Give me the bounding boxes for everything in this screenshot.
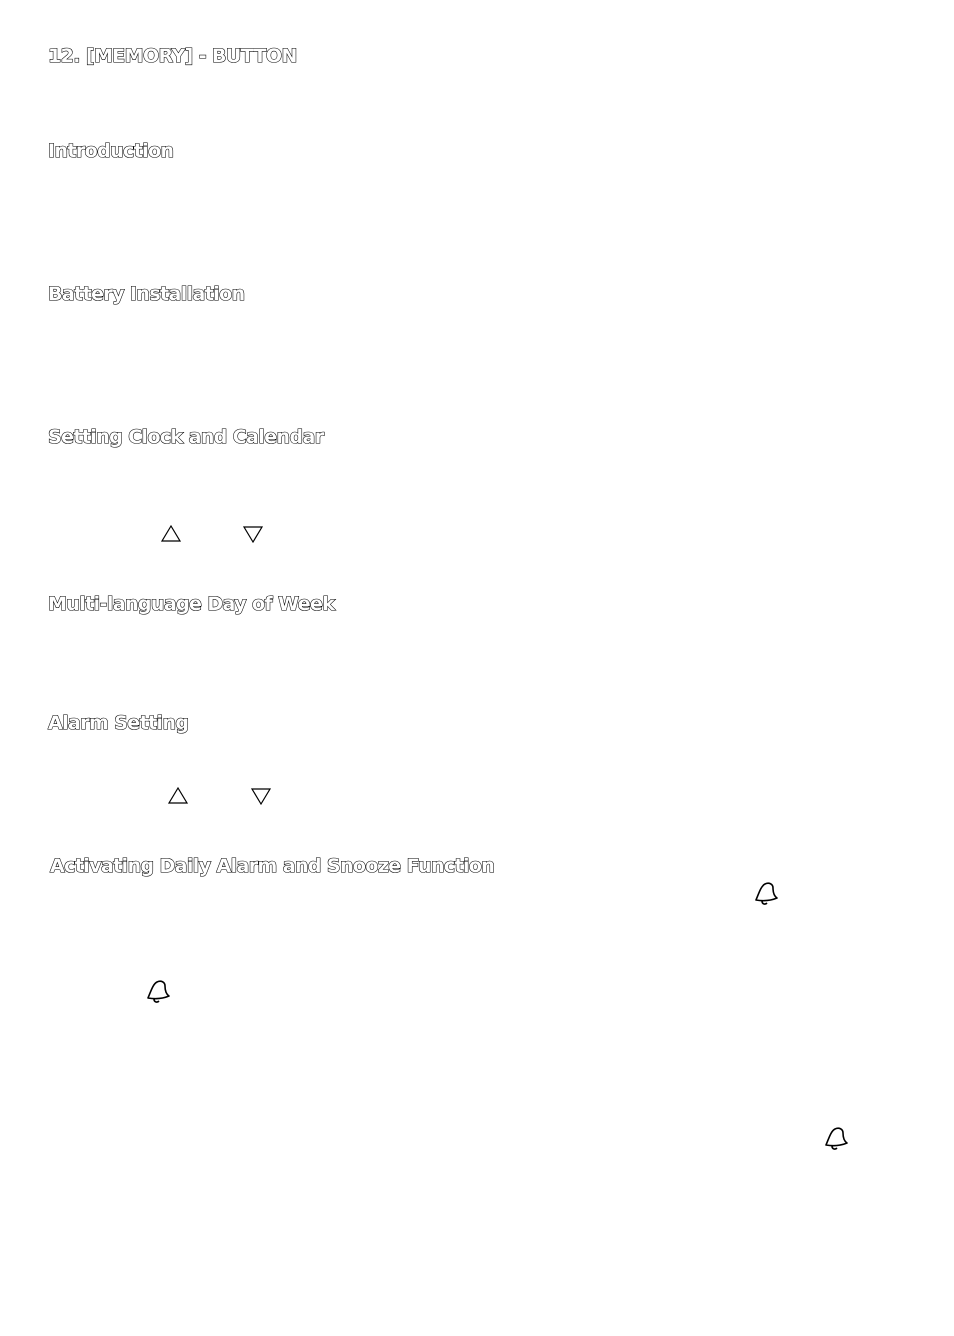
section-heading-introduction: Introduction xyxy=(48,140,174,162)
up-triangle-icon xyxy=(160,523,182,545)
section-heading-multi-language: Multi-language Day of Week xyxy=(48,593,335,615)
alarm-bell-icon xyxy=(144,977,172,1005)
down-triangle-icon xyxy=(242,523,264,545)
section-heading-setting-clock: Setting Clock and Calendar xyxy=(48,426,324,448)
section-heading-battery-installation: Battery Installation xyxy=(48,283,245,305)
alarm-bell-icon xyxy=(822,1124,850,1152)
up-triangle-icon xyxy=(167,785,189,807)
section-heading-daily-alarm: Activating Daily Alarm and Snooze Function xyxy=(50,855,495,877)
page-title: 12. [MEMORY] - BUTTON xyxy=(48,45,297,67)
down-triangle-icon xyxy=(250,785,272,807)
section-heading-alarm-setting: Alarm Setting xyxy=(48,712,189,734)
alarm-bell-icon xyxy=(752,879,780,907)
